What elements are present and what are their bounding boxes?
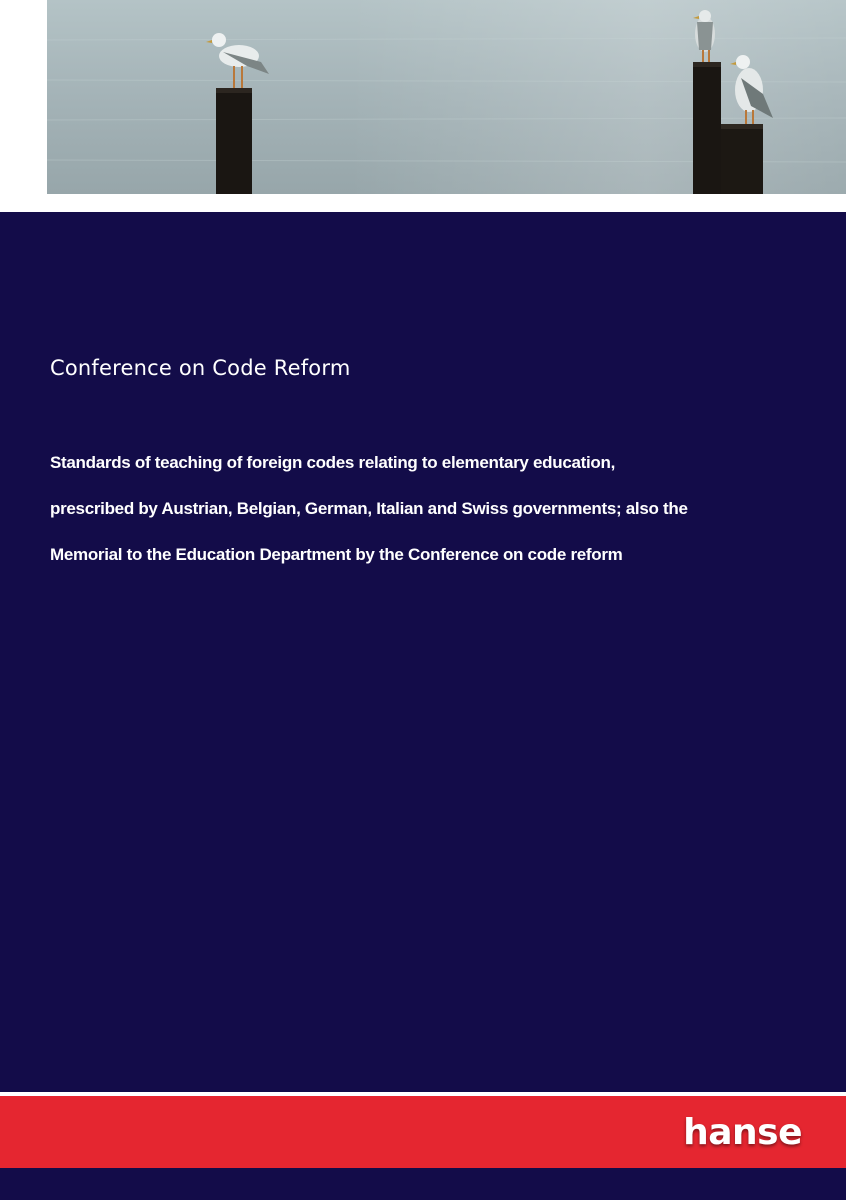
publisher-logo: hanse (683, 1112, 802, 1153)
bottom-margin (0, 1168, 846, 1200)
title-line-1: Standards of teaching of foreign codes relating to elementary education, (50, 453, 616, 472)
title-line-2: prescribed by Austrian, Belgian, German, Italian and Swiss governments; also the (50, 499, 688, 518)
seagull-photo-icon (47, 0, 846, 194)
cover-photo (47, 0, 846, 194)
book-title (50, 440, 830, 578)
author-name: Conference on Code Reform (50, 356, 351, 380)
title-line-3: Memorial to the Education Department by the Conference on code reform (50, 545, 623, 564)
